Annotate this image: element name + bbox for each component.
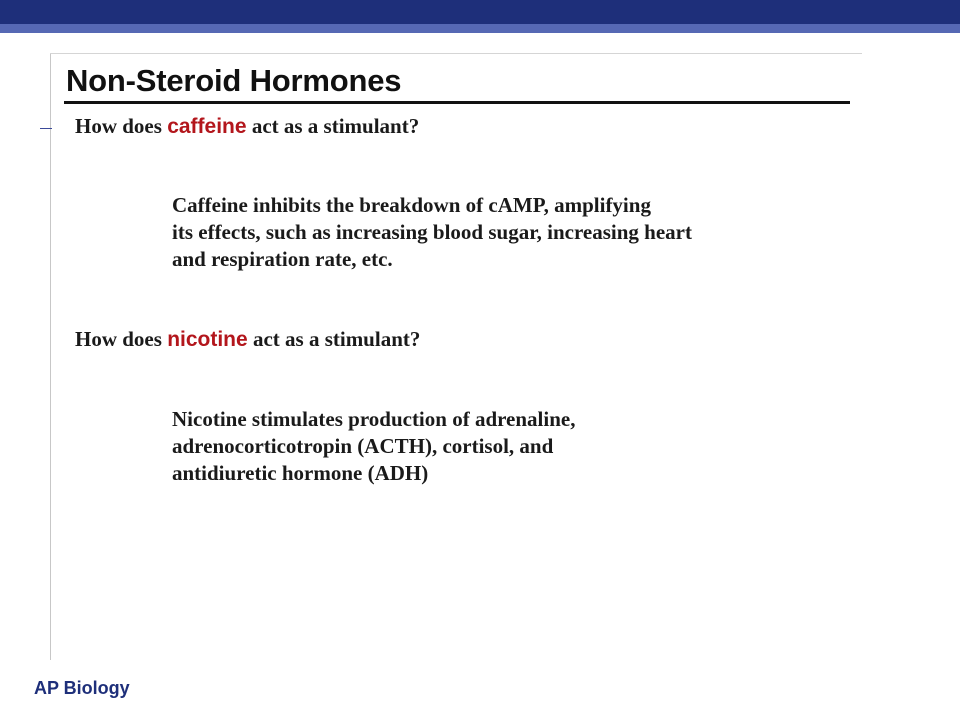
- slide-title: Non-Steroid Hormones: [66, 63, 402, 98]
- question-nicotine: [75, 326, 420, 353]
- answer-line: Caffeine inhibits the breakdown of cAMP, amplifying: [172, 193, 651, 217]
- answer-line: and respiration rate, etc.: [172, 247, 393, 271]
- answer-line: antidiuretic hormone (ADH): [172, 461, 429, 485]
- tick-mark: [40, 128, 52, 129]
- question-suffix: act as a stimulant?: [246, 114, 420, 138]
- header-bar: [0, 0, 960, 24]
- top-rule: [50, 53, 862, 54]
- question-prefix: How does: [75, 327, 168, 351]
- answer-nicotine: [172, 406, 575, 487]
- answer-line: its effects, such as increasing blood sugar, increasing heart: [172, 220, 692, 244]
- title-underline: [64, 101, 850, 104]
- question-suffix: act as a stimulant?: [247, 327, 421, 351]
- answer-line: Nicotine stimulates production of adrenaline,: [172, 407, 576, 431]
- left-rule: [50, 54, 51, 660]
- keyword-nicotine: nicotine: [167, 328, 248, 351]
- question-caffeine: [75, 113, 419, 140]
- keyword-caffeine: caffeine: [167, 115, 247, 138]
- question-prefix: How does: [75, 114, 168, 138]
- answer-caffeine: [172, 192, 692, 273]
- footer-label: AP Biology: [34, 678, 130, 698]
- answer-line: adrenocorticotropin (ACTH), cortisol, and: [172, 434, 554, 458]
- header-stripe: [0, 24, 960, 33]
